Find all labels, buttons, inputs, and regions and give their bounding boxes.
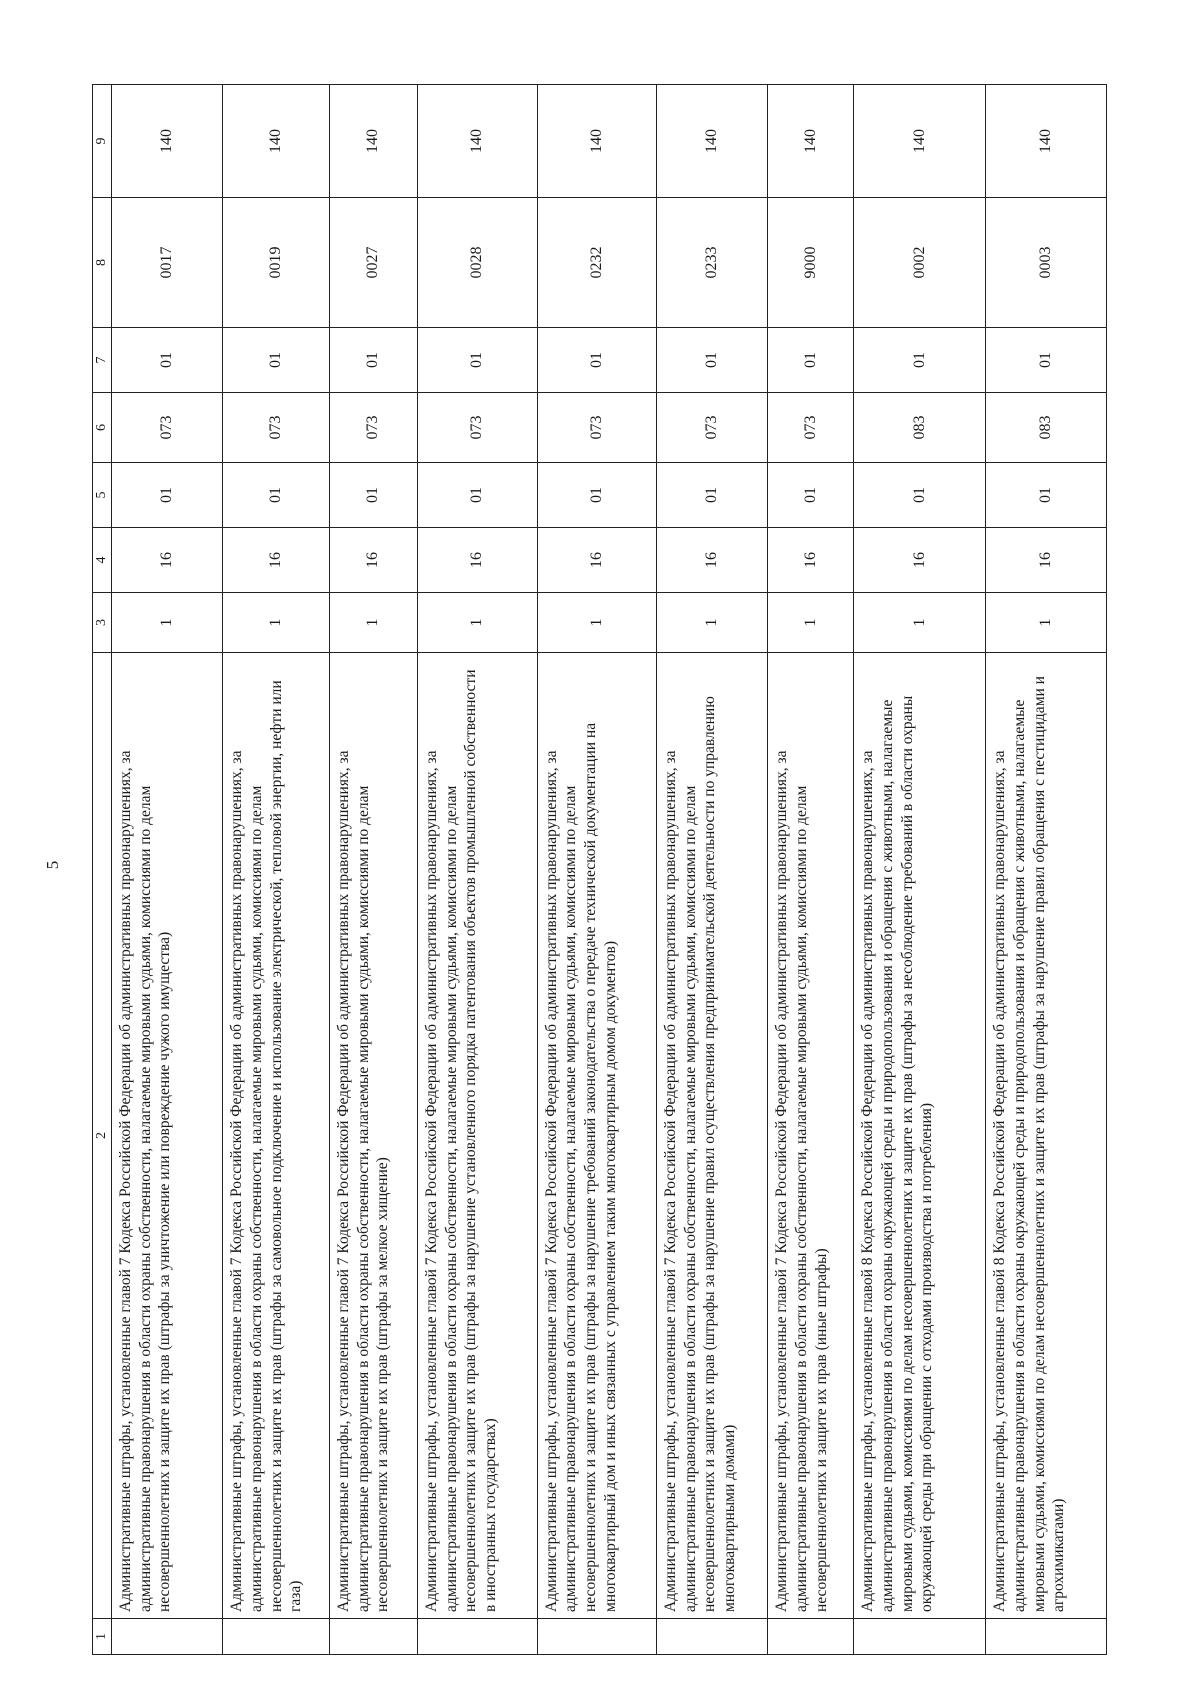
rotated-table-container <box>92 85 1107 1655</box>
code-col-5-cell: 01 <box>854 463 986 528</box>
code-col-3-cell: 1 <box>223 593 330 653</box>
page-number: 5 <box>43 860 62 870</box>
code-col-8-cell: 0027 <box>330 198 418 328</box>
code-col-4-cell: 16 <box>986 528 1107 593</box>
code-col-5-cell: 01 <box>537 463 656 528</box>
code-col-8-cell: 9000 <box>768 198 854 328</box>
header-col-2: 2 <box>93 653 112 1619</box>
description-cell: Административные штрафы, установленные главой 7 Кодекса Российской Федерации об административных правонарушениях, за административные правонарушения в области охраны собственности, налагаемые мировыми судьями, комиссиями по делам несовершеннолетних и защите их прав (штрафы за мелкое хищение) <box>330 653 418 1619</box>
code-col-4-cell: 16 <box>657 528 768 593</box>
table-row <box>330 85 418 1655</box>
row-number-cell <box>112 1619 223 1655</box>
code-col-7-cell: 01 <box>854 328 986 393</box>
code-col-6-cell: 083 <box>854 393 986 463</box>
code-col-4-cell: 16 <box>112 528 223 593</box>
code-col-3-cell: 1 <box>112 593 223 653</box>
table-row <box>537 85 656 1655</box>
code-col-5-cell: 01 <box>657 463 768 528</box>
description-cell: Административные штрафы, установленные главой 7 Кодекса Российской Федерации об административных правонарушениях, за административные правонарушения в области охраны собственности, налагаемые мировыми судьями, комиссиями по делам несовершеннолетних и защите их прав (штрафы за нарушение требований законодательства о передаче технической документации на многоквартирный дом и иных связанных с управлением таким многоквартирным домом документов) <box>537 653 656 1619</box>
code-col-4-cell: 16 <box>537 528 656 593</box>
code-col-4-cell: 16 <box>854 528 986 593</box>
code-col-7-cell: 01 <box>768 328 854 393</box>
code-col-3-cell: 1 <box>768 593 854 653</box>
row-number-cell <box>330 1619 418 1655</box>
code-col-7-cell: 01 <box>986 328 1107 393</box>
table-row <box>854 85 986 1655</box>
header-col-9: 9 <box>93 85 112 198</box>
code-col-6-cell: 073 <box>112 393 223 463</box>
header-col-7: 7 <box>93 328 112 393</box>
description-cell: Административные штрафы, установленные главой 7 Кодекса Российской Федерации об административных правонарушениях, за административные правонарушения в области охраны собственности, налагаемые мировыми судьями, комиссиями по делам несовершеннолетних и защите их прав (штрафы за нарушение установленного порядка патентования объектов промышленной собственности в иностранных государствах) <box>418 653 537 1619</box>
code-col-6-cell: 073 <box>657 393 768 463</box>
code-col-5-cell: 01 <box>112 463 223 528</box>
header-col-4: 4 <box>93 528 112 593</box>
code-col-3-cell: 1 <box>330 593 418 653</box>
code-col-3-cell: 1 <box>537 593 656 653</box>
row-number-cell <box>418 1619 537 1655</box>
description-cell: Административные штрафы, установленные главой 7 Кодекса Российской Федерации об административных правонарушениях, за административные правонарушения в области охраны собственности, налагаемые мировыми судьями, комиссиями по делам несовершеннолетних и защите их прав (штрафы за самовольное подключение и использование электрической, тепловой энергии, нефти или газа) <box>223 653 330 1619</box>
description-cell: Административные штрафы, установленные главой 8 Кодекса Российской Федерации об административных правонарушениях, за административные правонарушения в области охраны окружающей среды и природопользования и обращения с животными, налагаемые мировыми судьями, комиссиями по делам несовершеннолетних и защите их прав (штрафы за нарушение правил обращения с пестицидами и агрохимикатами) <box>986 653 1107 1619</box>
code-col-6-cell: 083 <box>986 393 1107 463</box>
code-col-9-cell: 140 <box>768 85 854 198</box>
header-col-5: 5 <box>93 463 112 528</box>
code-col-5-cell: 01 <box>986 463 1107 528</box>
description-cell: Административные штрафы, установленные главой 7 Кодекса Российской Федерации об административных правонарушениях, за административные правонарушения в области охраны собственности, налагаемые мировыми судьями, комиссиями по делам несовершеннолетних и защите их прав (иные штрафы) <box>768 653 854 1619</box>
code-col-7-cell: 01 <box>223 328 330 393</box>
code-col-8-cell: 0003 <box>986 198 1107 328</box>
table-row <box>112 85 223 1655</box>
code-col-6-cell: 073 <box>223 393 330 463</box>
table-row <box>418 85 537 1655</box>
row-number-cell <box>768 1619 854 1655</box>
description-cell: Административные штрафы, установленные главой 8 Кодекса Российской Федерации об административных правонарушениях, за административные правонарушения в области охраны окружающей среды и природопользования и обращения с животными, налагаемые мировыми судьями, комиссиями по делам несовершеннолетних и защите их прав (штрафы за несоблюдение требований в области охраны окружающей среды при обращении с отходами производства и потребления) <box>854 653 986 1619</box>
code-col-8-cell: 0028 <box>418 198 537 328</box>
row-number-cell <box>537 1619 656 1655</box>
code-col-9-cell: 140 <box>330 85 418 198</box>
code-col-7-cell: 01 <box>418 328 537 393</box>
code-col-4-cell: 16 <box>418 528 537 593</box>
code-col-9-cell: 140 <box>537 85 656 198</box>
code-col-9-cell: 140 <box>418 85 537 198</box>
code-col-4-cell: 16 <box>330 528 418 593</box>
code-col-5-cell: 01 <box>330 463 418 528</box>
code-col-4-cell: 16 <box>768 528 854 593</box>
row-number-cell <box>854 1619 986 1655</box>
code-col-3-cell: 1 <box>854 593 986 653</box>
table-row <box>223 85 330 1655</box>
header-row <box>93 85 112 1655</box>
code-col-6-cell: 073 <box>418 393 537 463</box>
code-col-8-cell: 0019 <box>223 198 330 328</box>
code-col-9-cell: 140 <box>657 85 768 198</box>
header-col-6: 6 <box>93 393 112 463</box>
code-col-7-cell: 01 <box>112 328 223 393</box>
table-row <box>986 85 1107 1655</box>
table-row <box>657 85 768 1655</box>
header-col-1: 1 <box>93 1619 112 1655</box>
code-col-6-cell: 073 <box>330 393 418 463</box>
code-col-8-cell: 0232 <box>537 198 656 328</box>
code-col-8-cell: 0017 <box>112 198 223 328</box>
budget-codes-table <box>92 84 1107 1655</box>
code-col-3-cell: 1 <box>986 593 1107 653</box>
code-col-9-cell: 140 <box>223 85 330 198</box>
header-col-8: 8 <box>93 198 112 328</box>
code-col-7-cell: 01 <box>657 328 768 393</box>
table-row <box>768 85 854 1655</box>
code-col-7-cell: 01 <box>537 328 656 393</box>
code-col-8-cell: 0233 <box>657 198 768 328</box>
code-col-9-cell: 140 <box>854 85 986 198</box>
code-col-8-cell: 0002 <box>854 198 986 328</box>
code-col-9-cell: 140 <box>112 85 223 198</box>
code-col-7-cell: 01 <box>330 328 418 393</box>
row-number-cell <box>223 1619 330 1655</box>
header-col-3: 3 <box>93 593 112 653</box>
code-col-6-cell: 073 <box>537 393 656 463</box>
code-col-3-cell: 1 <box>418 593 537 653</box>
description-cell: Административные штрафы, установленные главой 7 Кодекса Российской Федерации об административных правонарушениях, за административные правонарушения в области охраны собственности, налагаемые мировыми судьями, комиссиями по делам несовершеннолетних и защите их прав (штрафы за уничтожение или повреждение чужого имущества) <box>112 653 223 1619</box>
row-number-cell <box>657 1619 768 1655</box>
code-col-5-cell: 01 <box>418 463 537 528</box>
description-cell: Административные штрафы, установленные главой 7 Кодекса Российской Федерации об административных правонарушениях, за административные правонарушения в области охраны собственности, налагаемые мировыми судьями, комиссиями по делам несовершеннолетних и защите их прав (штрафы за нарушение правил осуществления предпринимательской деятельности по управлению многоквартирными домами) <box>657 653 768 1619</box>
code-col-9-cell: 140 <box>986 85 1107 198</box>
row-number-cell <box>986 1619 1107 1655</box>
code-col-5-cell: 01 <box>768 463 854 528</box>
code-col-4-cell: 16 <box>223 528 330 593</box>
code-col-3-cell: 1 <box>657 593 768 653</box>
code-col-5-cell: 01 <box>223 463 330 528</box>
code-col-6-cell: 073 <box>768 393 854 463</box>
